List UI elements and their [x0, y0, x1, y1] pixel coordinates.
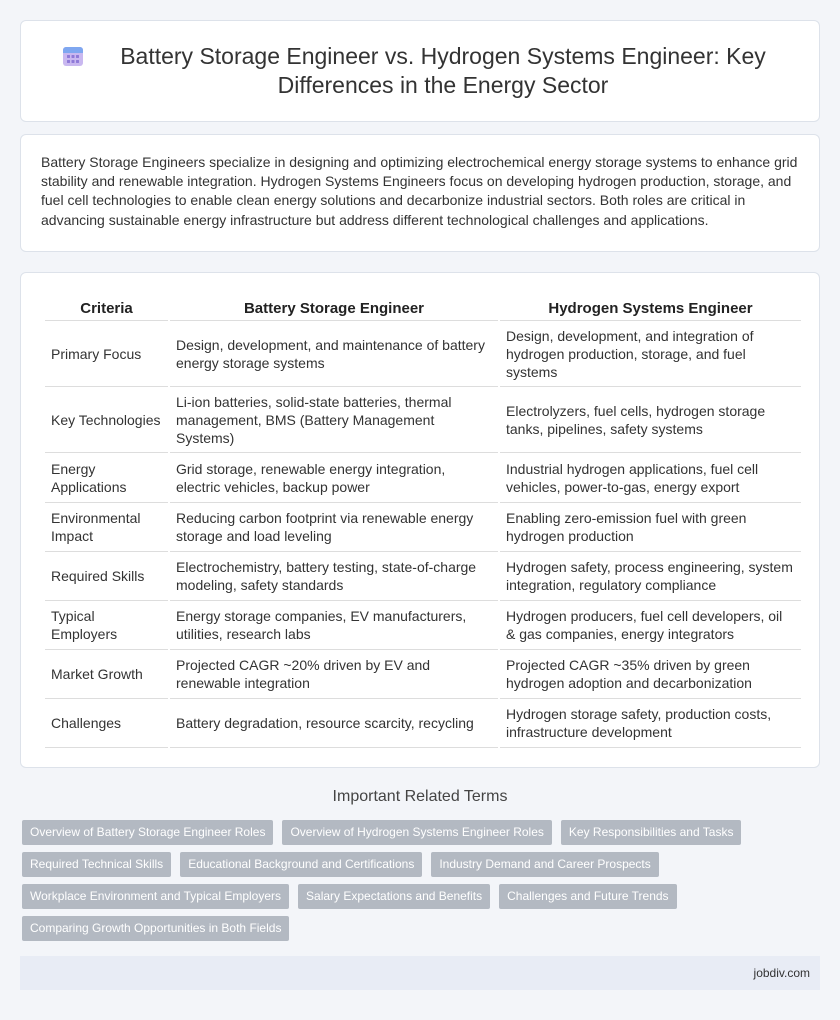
column-header: Battery Storage Engineer: [170, 295, 498, 321]
table-row: [45, 650, 801, 699]
related-tag[interactable]: Comparing Growth Opportunities in Both Fields: [22, 916, 289, 941]
comparison-table: [43, 295, 803, 748]
intro-card: [20, 134, 820, 252]
table-row: [45, 321, 801, 387]
table-row: [45, 387, 801, 453]
hydrogen-cell: Design, development, and integration of hydrogen production, storage, and fuel systems: [500, 321, 801, 387]
related-terms-tags: [22, 820, 822, 948]
criteria-cell: Market Growth: [45, 650, 168, 699]
table-row: [45, 552, 801, 601]
related-tag[interactable]: Salary Expectations and Benefits: [298, 884, 490, 909]
battery-cell: Projected CAGR ~20% driven by EV and renewable integration: [170, 650, 498, 699]
battery-cell: Energy storage companies, EV manufacturers, utilities, research labs: [170, 601, 498, 650]
hydrogen-cell: Industrial hydrogen applications, fuel cell vehicles, power-to-gas, energy export: [500, 453, 801, 503]
intro-paragraph: Battery Storage Engineers specialize in designing and optimizing electrochemical energy storage systems to enhance grid stability and renewable integration. Hydrogen Systems Engineers focus on developing hydrogen production, storage, and fuel cell technologies to enable clean energy solutions and decarbonize industrial sectors. Both roles are critical in advancing sustainable energy infrastructure but address different technological challenges and applications.: [41, 154, 798, 228]
table-row: [45, 503, 801, 552]
page-title: Battery Storage Engineer vs. Hydrogen Systems Engineer: Key Differences in the Energy Sector: [120, 43, 766, 98]
comparison-table-card: [20, 272, 820, 768]
battery-cell: Reducing carbon footprint via renewable energy storage and load leveling: [170, 503, 498, 552]
table-row: [45, 699, 801, 748]
footer: [20, 956, 820, 990]
related-tag[interactable]: Required Technical Skills: [22, 852, 171, 877]
related-tag[interactable]: Challenges and Future Trends: [499, 884, 676, 909]
table-row: [45, 453, 801, 503]
criteria-cell: Primary Focus: [45, 321, 168, 387]
criteria-cell: Challenges: [45, 699, 168, 748]
related-terms-title: Important Related Terms: [332, 788, 508, 805]
hydrogen-cell: Enabling zero-emission fuel with green hydrogen production: [500, 503, 801, 552]
related-tag[interactable]: Industry Demand and Career Prospects: [431, 852, 658, 877]
battery-cell: Design, development, and maintenance of battery energy storage systems: [170, 321, 498, 387]
hydrogen-cell: Hydrogen safety, process engineering, system integration, regulatory compliance: [500, 552, 801, 601]
hydrogen-cell: Electrolyzers, fuel cells, hydrogen storage tanks, pipelines, safety systems: [500, 387, 801, 453]
table-row: [45, 601, 801, 650]
column-header: Hydrogen Systems Engineer: [500, 295, 801, 321]
related-tag[interactable]: Overview of Hydrogen Systems Engineer Roles: [282, 820, 551, 845]
battery-cell: Li-ion batteries, solid-state batteries, thermal management, BMS (Battery Management Systems): [170, 387, 498, 453]
column-header: Criteria: [45, 295, 168, 321]
battery-cell: Grid storage, renewable energy integration, electric vehicles, backup power: [170, 453, 498, 503]
related-tag[interactable]: Workplace Environment and Typical Employers: [22, 884, 289, 909]
criteria-cell: Energy Applications: [45, 453, 168, 503]
table-header-row: [45, 295, 801, 321]
hydrogen-cell: Hydrogen producers, fuel cell developers, oil & gas companies, energy integrators: [500, 601, 801, 650]
battery-cell: Battery degradation, resource scarcity, recycling: [170, 699, 498, 748]
criteria-cell: Environmental Impact: [45, 503, 168, 552]
related-tag[interactable]: Overview of Battery Storage Engineer Roles: [22, 820, 273, 845]
hydrogen-cell: Projected CAGR ~35% driven by green hydrogen adoption and decarbonization: [500, 650, 801, 699]
hydrogen-cell: Hydrogen storage safety, production costs, infrastructure development: [500, 699, 801, 748]
related-tag[interactable]: Key Responsibilities and Tasks: [561, 820, 742, 845]
footer-site-link[interactable]: jobdiv.com: [753, 966, 810, 980]
criteria-cell: Key Technologies: [45, 387, 168, 453]
header-card: [20, 20, 820, 122]
related-tag[interactable]: Educational Background and Certifications: [180, 852, 422, 877]
calendar-grid-icon: [61, 44, 85, 68]
criteria-cell: Typical Employers: [45, 601, 168, 650]
criteria-cell: Required Skills: [45, 552, 168, 601]
battery-cell: Electrochemistry, battery testing, state-of-charge modeling, safety standards: [170, 552, 498, 601]
